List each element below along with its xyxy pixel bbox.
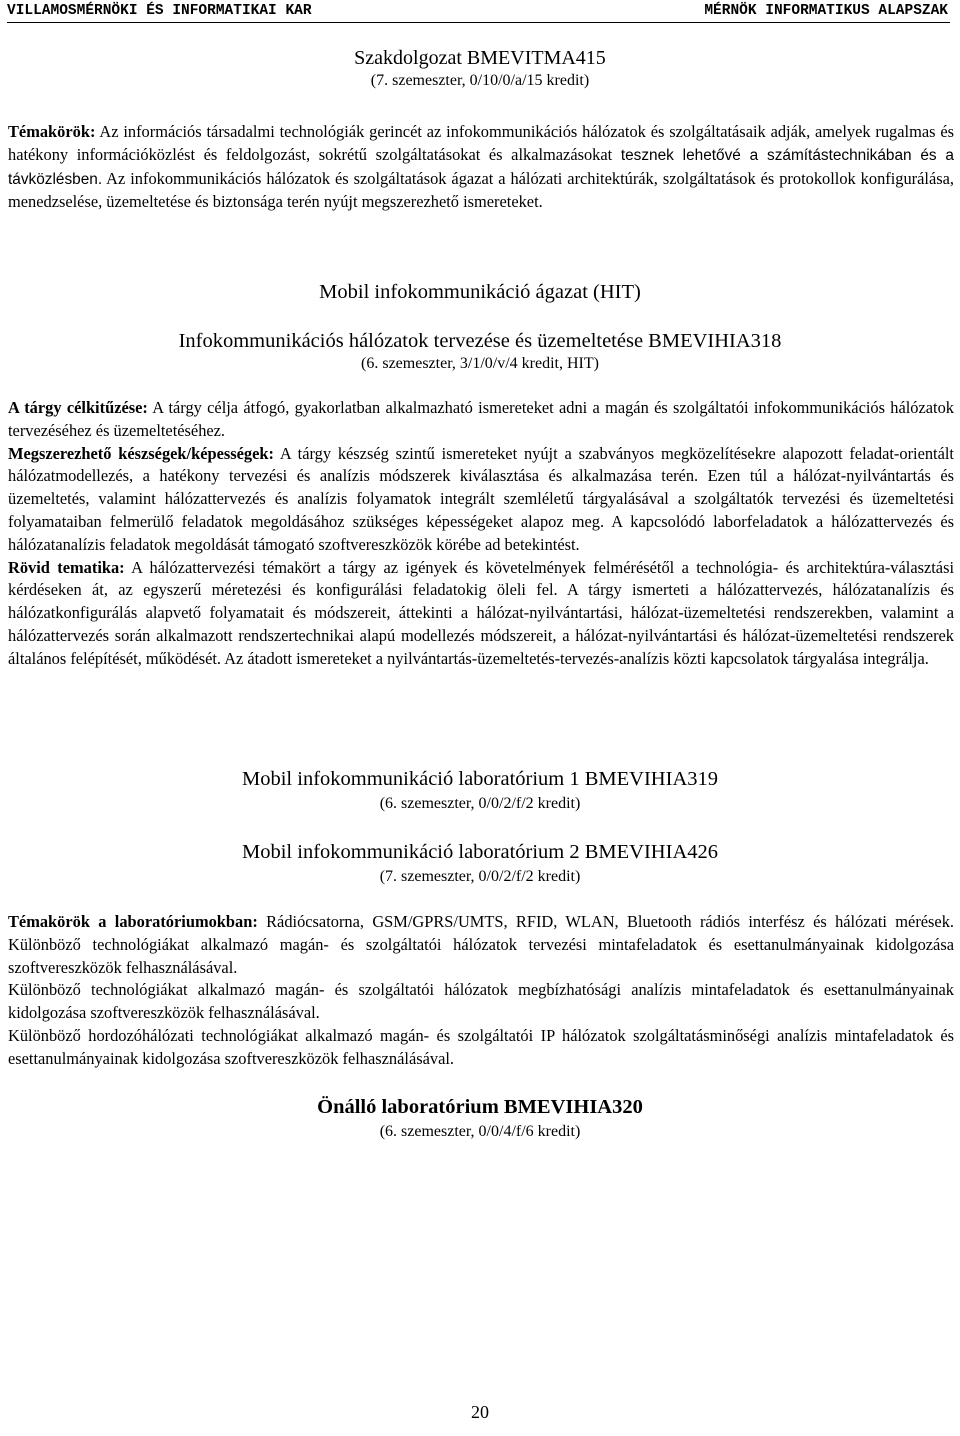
thesis-title: Szakdolgozat BMEVITMA415 [354,47,606,69]
lab2-body [8,911,954,1071]
course1-body [8,397,954,671]
skills-text: A tárgy készség szintű ismereteket nyújt a szabványos megközelítésekre alapozott feladat-orientált hálózatmodellezés, a hatékony tervezési és analízis módszerek kiválasztása és alkalmazása terén. Ezen túl a hálózat-nyilvántartás és üzemeltetés, valamint hálózattervezés és analízis folyamatok integrált szemléletű tárgyalásával a szolgáltatók tervezési és üzemeltetési folyamataiban felmerülő feladatok megoldásához szükséges képességeket alapoz meg. A kapcsolódó laborfeladatok a hálózattervezés és hálózatanalízis feladatok megoldását támogató szoftvereszközök körébe ad betekintést. [8,443,954,554]
skills-label: Megszerezhető készségek/képességek: [8,443,274,463]
lab2-credits: (7. szemeszter, 0/0/2/f/2 kredit) [379,868,581,885]
independent-lab-title: Önálló laboratórium BMEVIHIA320 [317,1096,643,1118]
lab-topics-label: Témakörök a laboratóriumokban: [8,912,258,931]
syllabus-label: Rövid tematika: [8,557,125,577]
lab2-paragraph-2: Különböző technológiákat alkalmazó magán- és szolgáltatói hálózatok megbízhatósági analízis mintafeladatok és esettanulmányainak kidolgozása szoftvereszközök felhasználásával. [8,980,954,1023]
course1-skills-paragraph [8,443,954,557]
topics-label: Témakörök: [8,122,96,141]
goal-label: A tárgy célkitűzése: [8,398,148,417]
topics-text-sans: tesznek lehetővé a számítástechnikában és a távközlésben. [8,146,954,188]
lab2-title: Mobil infokommunikáció laboratórium 2 BMEVIHIA426 [242,841,718,863]
course1-credits: (6. szemeszter, 3/1/0/v/4 kredit, HIT) [361,355,599,372]
goal-text: A tárgy célja átfogó, gyakorlatban alkalmazható ismereteket adni a magán és szolgáltatói infokommunikációs hálózatok tervezéséhez és üzemeltetéséhez. [8,398,954,440]
course1-syllabus-paragraph [8,557,954,671]
course1-title: Infokommunikációs hálózatok tervezése és üzemeltetése BMEVIHIA318 [178,330,782,352]
lab2-paragraph-3: Különböző hordozóhálózati technológiákat alkalmazó magán- és szolgáltatói IP hálózatok szolgáltatásminőségi analízis mintafeladatok és esettanulmányainak kidolgozása szoftvereszközök felhasználásával. [8,1025,954,1068]
thesis-credits: (7. szemeszter, 0/10/0/a/15 kredit) [370,72,590,89]
topics-paragraph [8,121,954,214]
topics-text-a: Az információs társadalmi technológiák gerincét az infokommunikációs hálózatok és szolgáltatásaik adják, amelyek rugalmas és hatékony információközlést és feldolgozást, sokrétű szolgáltatásokat és alkalmazásokat [8,122,954,164]
syllabus-text: A hálózattervezési témakört a tárgy az igények és követelmények felmérésétől a technológia- és architektúra-választási kérdéseken át, az egyszerű méretezési és konfigurálási feladatokig öleli fel. A tárgy ismerteti a hálózattervezés, hálózatanalízis és hálózatkonfigurálás alapvető folyamatait és módszereit, áttekinti a hálózat-nyilvántartási, hálózat-üzemeltetési rendszerekben, valamint a hálózattervezés során alkalmazott rendszertechnikai alapú modellezés módszereit, a hálózat-nyilvántartási és hálózat-üzemeltetési rendszerek általános felépítését, működését. Az átadott ismereteket a nyilvántartás-üzemeltetés-tervezés-analízis közti kapcsolatok tárgyalása integrálja. [8,557,955,668]
program-name: MÉRNÖK INFORMATIKUS ALAPSZAK [704,3,948,19]
independent-lab-credits: (6. szemeszter, 0/0/4/f/6 kredit) [379,1123,581,1140]
lab2-topics-paragraph [8,911,954,979]
course1-goal-paragraph [8,397,954,443]
faculty-name: VILLAMOSMÉRNÖKI ÉS INFORMATIKAI KAR [7,3,312,19]
page-header [0,0,960,24]
lab1-credits: (6. szemeszter, 0/0/2/f/2 kredit) [379,795,581,812]
lab1-title: Mobil infokommunikáció laboratórium 1 BMEVIHIA319 [242,768,718,790]
topics-text-b: Az infokommunikációs hálózatok és szolgáltatások ágazat a hálózati architektúrák, szolgáltatások és protokollok konfigurálása, menedzselése, üzemeltetése és biztonsága terén nyújt megszerezhető ismereteket. [8,168,954,212]
page-number: 20 [471,1402,489,1422]
branch-title: Mobil infokommunikáció ágazat (HIT) [319,281,641,303]
header-rule [7,22,950,23]
lab-topics-text: Rádiócsatorna, GSM/GPRS/UMTS, RFID, WLAN, Bluetooth rádiós interfész és hálózati mérések. Különböző technológiákat alkalmazó magán- és szolgáltatói hálózatok tervezési mintafeladatok és esettanulmányainak kidolgozása szoftvereszközök felhasználásával. [8,912,954,977]
